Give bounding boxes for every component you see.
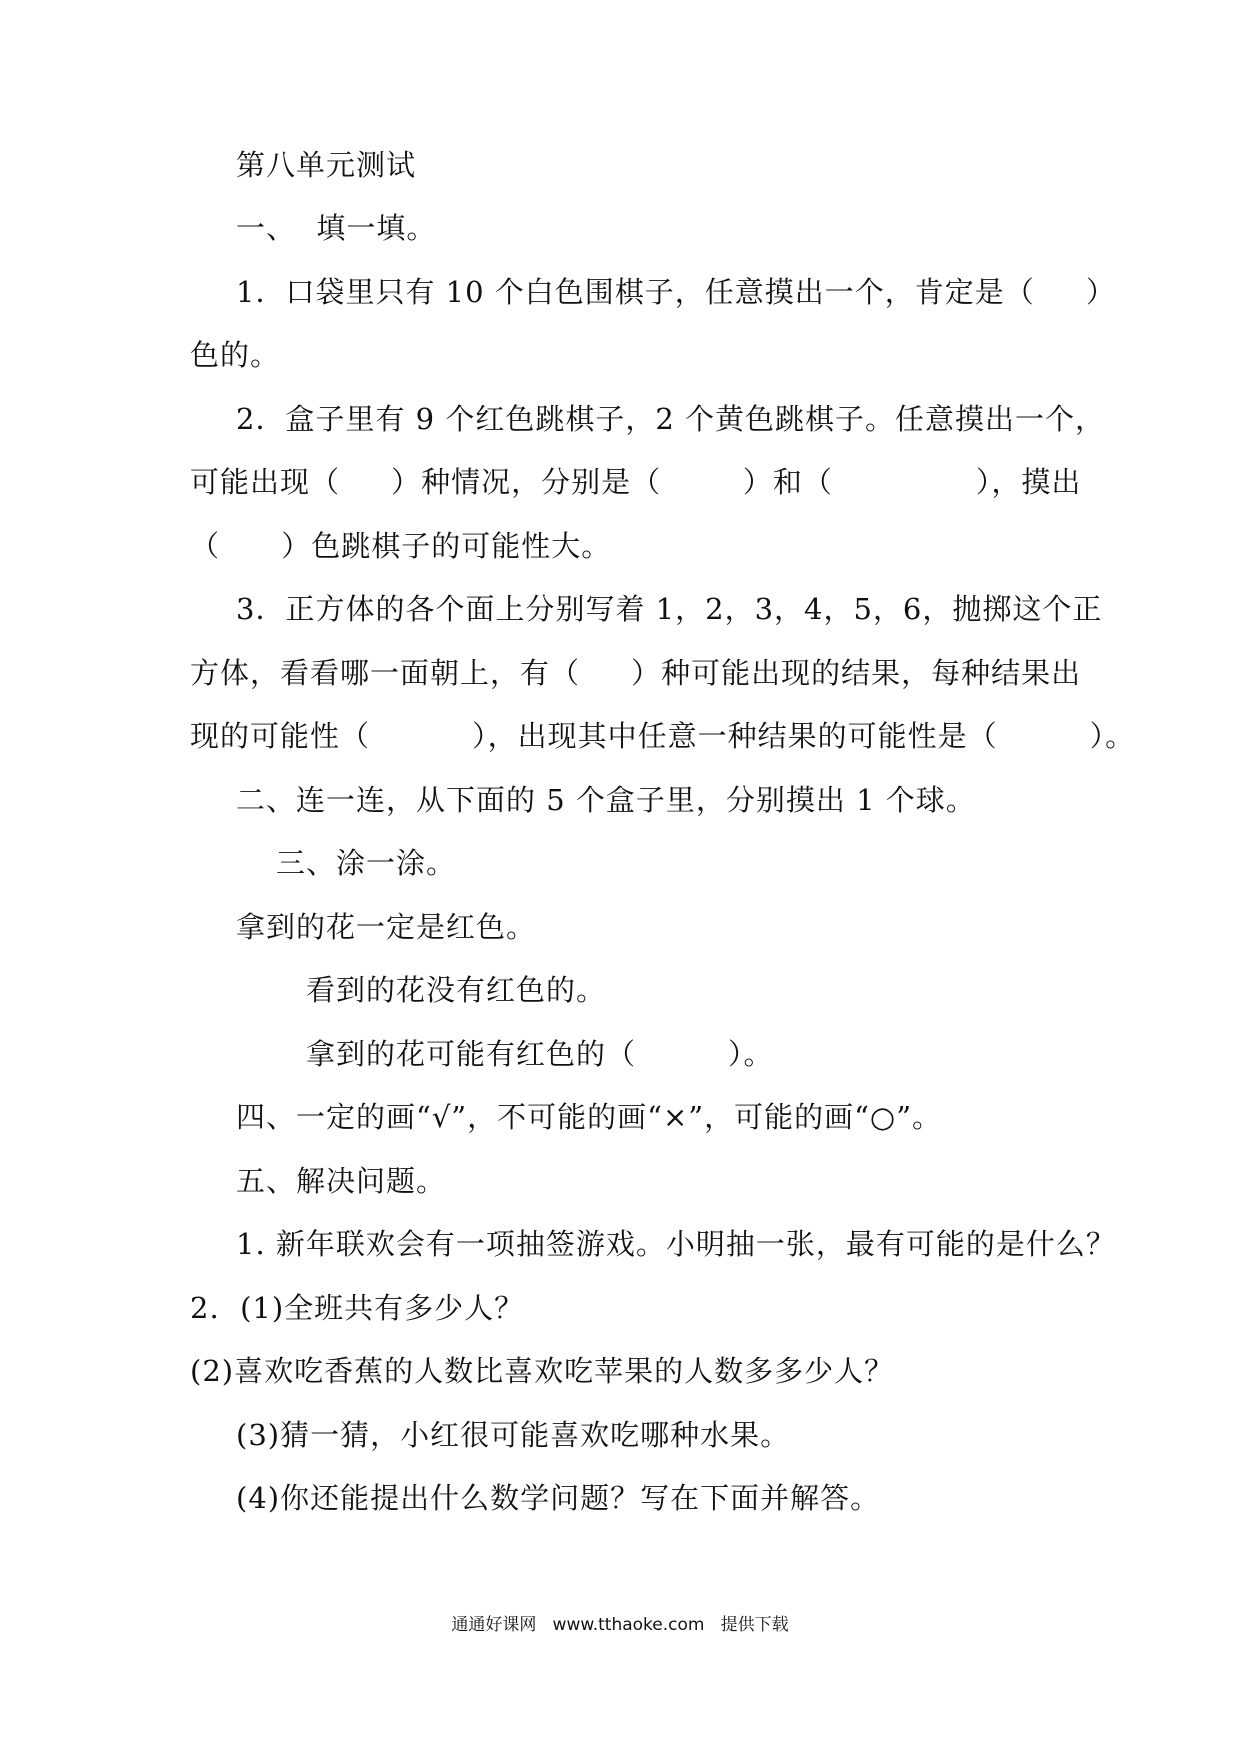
section-3-line-2: 看到的花没有红色的。 xyxy=(306,973,607,1007)
question-3-line-3: 现的可能性（ ），出现其中任意一种结果的可能性是（ ）。 xyxy=(190,719,1136,753)
footer-credit: 通通好课网 www.tthaoke.com 提供下载 xyxy=(451,1615,789,1635)
section-4-heading: 四、一定的画“√”，不可能的画“×”，可能的画“○”。 xyxy=(236,1100,943,1134)
question-3-line-2: 方体，看看哪一面朝上，有（ ）种可能出现的结果，每种结果出 xyxy=(190,656,1082,690)
question-1-line-2: 色的。 xyxy=(190,338,281,372)
section-3-heading: 三、涂一涂。 xyxy=(276,846,457,880)
question-2-line-1: 2．盒子里有 9 个红色跳棋子，2 个黄色跳棋子。任意摸出一个， xyxy=(236,402,1106,436)
problem-1: 1. 新年联欢会有一项抽签游戏。小明抽一张，最有可能的是什么？ xyxy=(236,1227,1116,1261)
page-title: 第八单元测试 xyxy=(236,148,417,182)
question-1-line-1: 1．口袋里只有 10 个白色围棋子，任意摸出一个，肯定是（ ） xyxy=(236,275,1116,309)
problem-2-part-2: (2)喜欢吃香蕉的人数比喜欢吃苹果的人数多多少人？ xyxy=(190,1354,895,1388)
question-3-line-1: 3．正方体的各个面上分别写着 1，2，3，4，5，6，抛掷这个正 xyxy=(236,592,1103,626)
problem-2-part-3: (3)猜一猜，小红很可能喜欢吃哪种水果。 xyxy=(236,1418,791,1452)
section-2-heading: 二、连一连，从下面的 5 个盒子里，分别摸出 1 个球。 xyxy=(236,783,976,817)
section-3-line-1: 拿到的花一定是红色。 xyxy=(236,910,537,944)
question-2-line-3: （ ）色跳棋子的可能性大。 xyxy=(190,529,612,563)
question-2-line-2: 可能出现（ ）种情况，分别是（ ）和（ ），摸出 xyxy=(190,465,1082,499)
section-1-heading: 一、 填一填。 xyxy=(236,211,437,245)
section-5-heading: 五、解决问题。 xyxy=(236,1164,447,1198)
problem-2-part-4: (4)你还能提出什么数学问题？写在下面并解答。 xyxy=(236,1481,881,1515)
problem-2-part-1: 2. (1)全班共有多少人？ xyxy=(190,1291,525,1325)
section-3-line-3: 拿到的花可能有红色的（ ）。 xyxy=(306,1037,774,1071)
